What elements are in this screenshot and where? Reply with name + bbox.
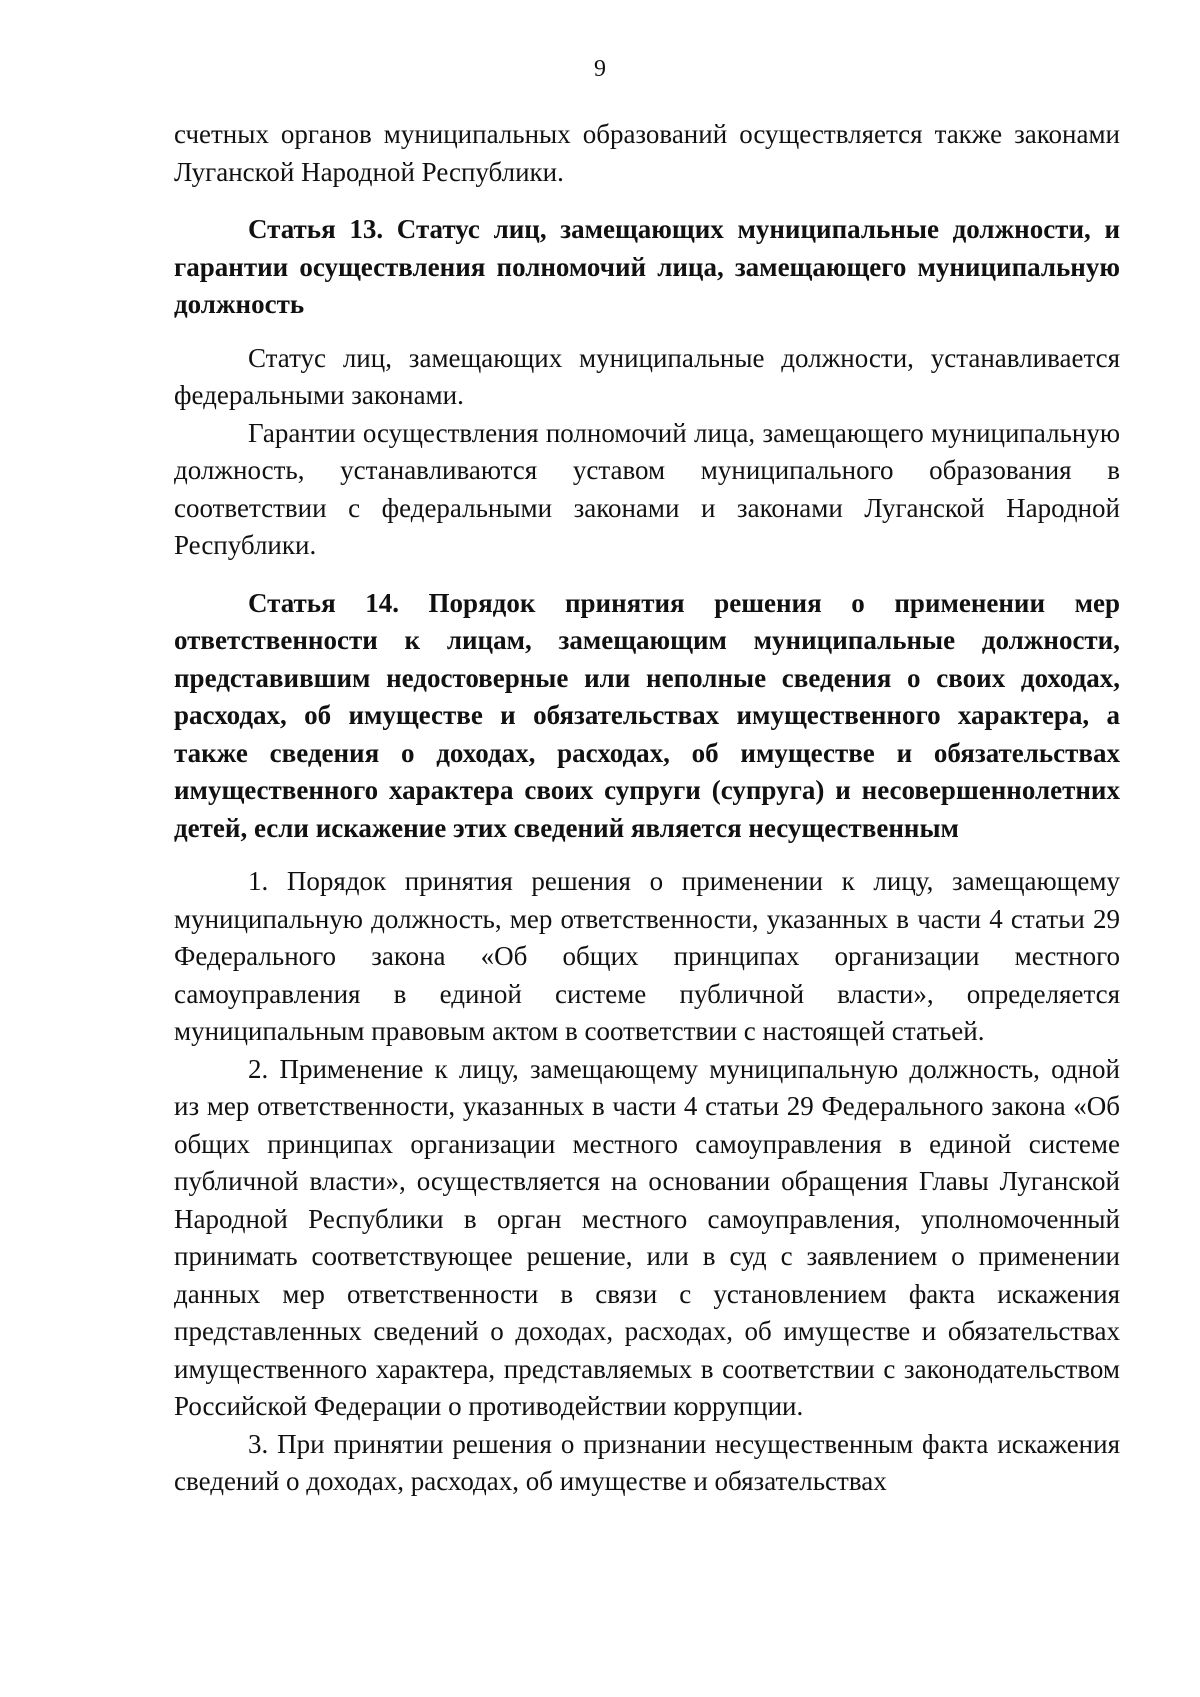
document-body <box>174 116 1120 1501</box>
article-13-heading: Статья 13. Статус лиц, замещающих муниципальные должности, и гарантии осуществления полномочий лица, замещающего муниципальную должность <box>174 214 1120 319</box>
page-number: 9 <box>594 56 606 82</box>
article-14-paragraph-3: 3. При принятии решения о признании несущественным факта искажения сведений о доходах, расходах, об имуществе и обязательствах <box>174 1428 1120 1496</box>
article-14-paragraph-2: 2. Применение к лицу, замещающему муниципальную должность, одной из мер ответственности, указанных в части 4 статьи 29 Федерального закона «Об общих принципах организации местного самоуправления в единой системе публичной власти», осуществляется на основании обращения Главы Луганской Народной Республики в орган местного самоуправления, уполномоченный принимать соответствующее решение, или в суд с заявлением о применении данных мер ответственности в связи с установлением факта искажения представленных сведений о доходах, расходах, об имуществе и обязательствах имущественного характера, представляемых в соответствии с законодательством Российской Федерации о противодействии коррупции. <box>174 1053 1120 1421</box>
article-13-paragraph-2: Гарантии осуществления полномочий лица, замещающего муниципальную должность, устанавливаются уставом муниципального образования в соответствии с федеральными законами и законами Луганской Народной Республики. <box>174 417 1120 560</box>
article-14-paragraph-1: 1. Порядок принятия решения о применении к лицу, замещающему муниципальную должность, мер ответственности, указанных в части 4 статьи 29 Федерального закона «Об общих принципах организации местного самоуправления в единой системе публичной власти», определяется муниципальным правовым актом в соответствии с настоящей статьей. <box>174 866 1120 1046</box>
article-13-paragraph-1: Статус лиц, замещающих муниципальные должности, устанавливается федеральными законами. <box>174 342 1120 410</box>
paragraph-continuation: счетных органов муниципальных образований осуществляется также законами Луганской Народной Республики. <box>174 119 1120 187</box>
article-14-heading: Статья 14. Порядок принятия решения о применении мер ответственности к лицам, замещающим муниципальные должности, представившим недостоверные или неполные сведения о своих доходах, расходах, об имуществе и обязательствах имущественного характера, а также сведения о доходах, расходах, об имуществе и обязательствах имущественного характера своих супруги (супруга) и несовершеннолетних детей, если искажение этих сведений является несущественным <box>174 587 1120 843</box>
